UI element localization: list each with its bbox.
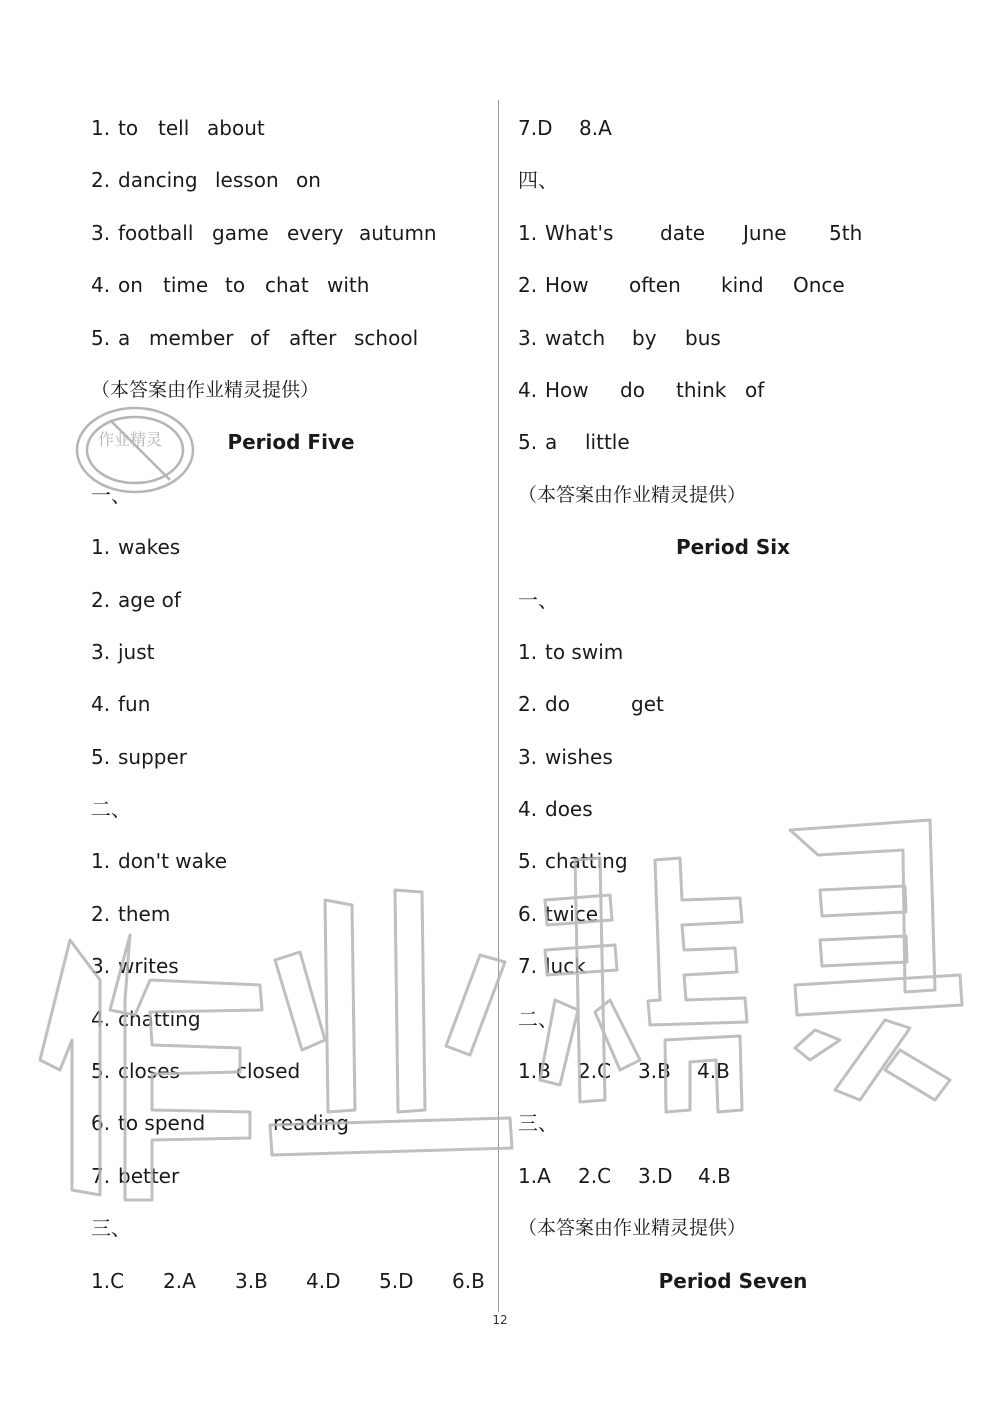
right-column bbox=[518, 102, 948, 1307]
choice-answer: 8.A bbox=[579, 116, 612, 140]
answer-word: age of bbox=[118, 587, 181, 612]
answer-word: 5th bbox=[829, 220, 863, 245]
item-number: 3. bbox=[518, 325, 538, 350]
answer-word: bus bbox=[685, 325, 721, 350]
choice-answers bbox=[91, 1255, 491, 1307]
answer-line bbox=[91, 102, 491, 154]
item-number: 5. bbox=[91, 325, 111, 350]
answer-word: June bbox=[743, 220, 787, 245]
choice-answer: 1.A bbox=[518, 1163, 551, 1188]
answer-word: autumn bbox=[359, 220, 437, 245]
answer-word: to bbox=[225, 273, 246, 298]
choice-answers bbox=[518, 1150, 948, 1202]
source-note: （本答案由作业精灵提供） bbox=[518, 1217, 747, 1240]
choice-answer: 3.D bbox=[638, 1163, 673, 1188]
item-number: 7. bbox=[91, 1163, 111, 1188]
answer-word: Once bbox=[793, 273, 845, 298]
answer-word: game bbox=[212, 220, 269, 245]
item-number: 6. bbox=[518, 901, 538, 926]
answer-word: luck bbox=[545, 954, 586, 979]
answer-word: about bbox=[207, 116, 265, 140]
column-divider bbox=[498, 100, 499, 1312]
answer-word: lesson bbox=[215, 168, 279, 193]
answer-word: chatting bbox=[118, 1006, 201, 1031]
seal-lettering: 作业精灵 bbox=[98, 430, 163, 449]
answer-word: every bbox=[287, 220, 344, 245]
answer-line bbox=[91, 207, 491, 259]
choice-answer: 2.A bbox=[163, 1268, 196, 1293]
item-number: 4. bbox=[91, 273, 111, 298]
answer-word: them bbox=[118, 901, 171, 926]
answer-word: wishes bbox=[545, 744, 613, 769]
answer-line bbox=[91, 731, 491, 783]
choice-answer: 1.B bbox=[518, 1059, 551, 1084]
item-number: 5. bbox=[518, 849, 538, 874]
answer-word: with bbox=[327, 273, 370, 298]
answer-word: little bbox=[585, 430, 630, 455]
answer-line bbox=[91, 521, 491, 573]
answer-line bbox=[518, 678, 948, 730]
item-number: 3. bbox=[518, 744, 538, 769]
answer-line bbox=[518, 888, 948, 940]
answer-word: on bbox=[118, 273, 143, 298]
answer-line bbox=[91, 888, 491, 940]
answer-word: just bbox=[118, 639, 155, 664]
item-number: 2. bbox=[518, 692, 538, 717]
item-number: 1. bbox=[518, 220, 538, 245]
choice-answer: 4.B bbox=[698, 1163, 731, 1188]
section-label: 一、 bbox=[518, 587, 558, 612]
answer-line bbox=[91, 1150, 491, 1202]
item-number: 5. bbox=[518, 430, 538, 455]
answer-word: How bbox=[545, 273, 589, 298]
item-number: 1. bbox=[91, 849, 111, 874]
choice-answer: 7.D bbox=[518, 116, 553, 140]
item-number: 4. bbox=[91, 1006, 111, 1031]
item-number: 2. bbox=[91, 587, 111, 612]
section-label: 二、 bbox=[518, 1006, 558, 1031]
answer-line bbox=[91, 154, 491, 206]
item-number: 1. bbox=[91, 535, 111, 560]
item-number: 2. bbox=[91, 168, 111, 193]
answer-word: think bbox=[676, 377, 727, 402]
item-number: 5. bbox=[91, 744, 111, 769]
answer-line bbox=[518, 259, 948, 311]
answer-word: supper bbox=[118, 744, 188, 769]
section-label: 一、 bbox=[91, 482, 131, 507]
item-number: 3. bbox=[91, 954, 111, 979]
answer-line bbox=[91, 626, 491, 678]
item-number: 7. bbox=[518, 954, 538, 979]
item-number: 6. bbox=[91, 1111, 111, 1136]
answer-word: dancing bbox=[118, 168, 198, 193]
answer-line bbox=[91, 259, 491, 311]
section-heading-period-five: Period Five bbox=[227, 430, 355, 455]
answer-word: reading bbox=[273, 1111, 349, 1136]
answer-line bbox=[518, 783, 948, 835]
choice-answer: 4.B bbox=[697, 1059, 730, 1084]
answer-word: does bbox=[545, 797, 593, 822]
item-number: 3. bbox=[91, 639, 111, 664]
choice-answers bbox=[518, 102, 948, 154]
answer-word: to swim bbox=[545, 639, 624, 664]
answer-line bbox=[518, 207, 948, 259]
answer-line bbox=[518, 940, 948, 992]
choice-answer: 6.B bbox=[452, 1268, 485, 1293]
answer-line bbox=[518, 626, 948, 678]
answer-word: by bbox=[632, 325, 657, 350]
answer-line bbox=[518, 312, 948, 364]
answer-line bbox=[518, 835, 948, 887]
choice-answer: 4.D bbox=[306, 1268, 341, 1293]
answer-word: chatting bbox=[545, 849, 628, 874]
answer-line bbox=[91, 993, 491, 1045]
answer-line bbox=[91, 312, 491, 364]
choice-answer: 2.C bbox=[578, 1059, 612, 1084]
choice-answers bbox=[518, 1045, 948, 1097]
answer-word: kind bbox=[721, 273, 764, 298]
answer-line bbox=[91, 1097, 491, 1149]
choice-answer: 3.B bbox=[638, 1059, 671, 1084]
answer-word: tell bbox=[158, 116, 190, 140]
item-number: 1. bbox=[518, 639, 538, 664]
answer-word: to spend bbox=[118, 1111, 206, 1136]
section-label: 四、 bbox=[518, 168, 558, 193]
answer-word: do bbox=[545, 692, 570, 717]
answer-word: chat bbox=[265, 273, 309, 298]
answer-word: time bbox=[163, 273, 209, 298]
section-heading-period-six: Period Six bbox=[675, 535, 791, 560]
answer-word: to bbox=[118, 116, 139, 140]
item-number: 4. bbox=[518, 377, 538, 402]
answer-word: football bbox=[118, 220, 194, 245]
answer-line bbox=[518, 731, 948, 783]
answer-word: date bbox=[660, 220, 706, 245]
answer-line bbox=[91, 940, 491, 992]
answer-word: How bbox=[545, 377, 589, 402]
answer-word: What's bbox=[545, 220, 614, 245]
answer-line bbox=[91, 678, 491, 730]
answer-word: twice bbox=[545, 901, 599, 926]
answer-line bbox=[91, 574, 491, 626]
answer-word: on bbox=[296, 168, 321, 193]
choice-answer: 5.D bbox=[379, 1268, 414, 1293]
left-column bbox=[91, 102, 491, 1307]
item-number: 2. bbox=[91, 901, 111, 926]
answer-word: after bbox=[289, 325, 337, 350]
item-number: 1. bbox=[91, 116, 111, 140]
answer-word: watch bbox=[545, 325, 606, 350]
item-number: 4. bbox=[518, 797, 538, 822]
item-number: 3. bbox=[91, 220, 111, 245]
answer-line bbox=[518, 364, 948, 416]
answer-word: get bbox=[631, 692, 664, 717]
item-number: 2. bbox=[518, 273, 538, 298]
answer-line bbox=[518, 416, 948, 468]
section-label: 二、 bbox=[91, 797, 131, 822]
choice-answer: 2.C bbox=[578, 1163, 612, 1188]
answer-word: member bbox=[149, 325, 234, 350]
answer-word: closed bbox=[236, 1059, 301, 1084]
source-note: （本答案由作业精灵提供） bbox=[518, 483, 747, 506]
answer-word: better bbox=[118, 1163, 180, 1188]
item-number: 4. bbox=[91, 692, 111, 717]
answer-word: fun bbox=[118, 692, 151, 717]
answer-word: often bbox=[629, 273, 681, 298]
answer-line bbox=[91, 1045, 491, 1097]
answer-word: closes bbox=[118, 1059, 180, 1084]
section-label: 三、 bbox=[91, 1216, 131, 1241]
source-note: （本答案由作业精灵提供） bbox=[91, 378, 320, 401]
answer-word: don't wake bbox=[118, 849, 228, 874]
section-label: 三、 bbox=[518, 1111, 558, 1136]
choice-answer: 3.B bbox=[235, 1268, 268, 1293]
answer-word: school bbox=[354, 325, 419, 350]
answer-word: of bbox=[250, 325, 270, 350]
page-number: 12 bbox=[492, 1313, 508, 1327]
answer-word: a bbox=[545, 430, 558, 455]
answer-word: a bbox=[118, 325, 131, 350]
answer-word: do bbox=[620, 377, 645, 402]
answer-word: wakes bbox=[118, 535, 181, 560]
answer-word: of bbox=[745, 377, 765, 402]
section-heading-period-seven: Period Seven bbox=[658, 1268, 808, 1293]
choice-answer: 1.C bbox=[91, 1268, 125, 1293]
answer-word: writes bbox=[118, 954, 179, 979]
answer-line bbox=[91, 835, 491, 887]
item-number: 5. bbox=[91, 1059, 111, 1084]
